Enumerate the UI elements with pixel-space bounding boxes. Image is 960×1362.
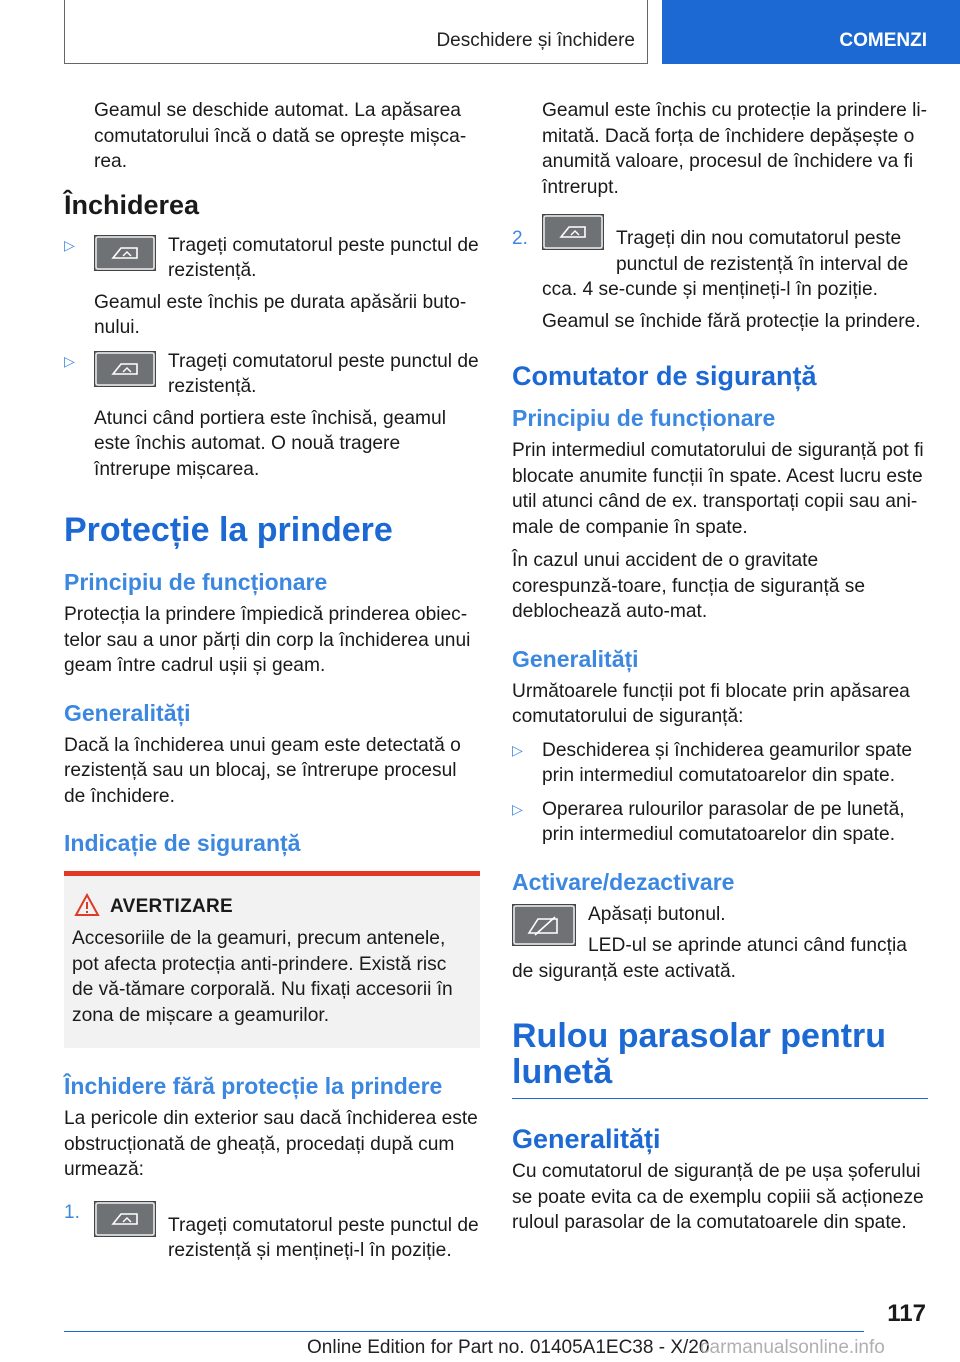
pinch-protection-heading: Protecție la prindere	[64, 511, 393, 549]
left-column	[64, 98, 480, 1272]
edition-text: Online Edition for Part no. 01405A1EC38 - X/20	[307, 1337, 710, 1358]
window-switch-icon	[94, 1201, 156, 1237]
window-switch-icon	[94, 351, 156, 387]
closing-item-2-text: Trageți comutatorul peste punctul de rezistență.	[168, 350, 479, 397]
sunblind-general-text: Cu comutatorul de siguranță de pe ușa șoferului se poate evita ca de exemplu copiii să acționeze ruloul parasolar de la comutatoarele din spate.	[512, 1161, 924, 1233]
no-pinch-heading: Închidere fără protecție la prindere	[64, 1073, 443, 1099]
activation-heading: Activare/dezactivare	[512, 868, 735, 895]
step-2-note: Geamul se închide fără protecție la prindere.	[542, 310, 921, 332]
closing-item-1-text: Trageți comutatorul peste punctul de rezistență.	[168, 234, 479, 281]
general-item-1-text: Deschiderea și închiderea geamurilor spate prin intermediul comutatoarelor din spate.	[542, 739, 913, 786]
sunblind-general-heading: Generalități	[512, 1124, 661, 1154]
step-2-text: Trageți din nou comutatorul peste punctul de rezistență în interval de cca. 4 se-cunde și mențineți-l în poziție.	[542, 228, 909, 300]
general-item-2-text: Operarea rulourilor parasolar de pe lunetă, prin intermediul comutatoarelor din spate.	[542, 798, 905, 845]
triangle-bullet-icon: ▷	[64, 236, 75, 253]
activation-text-1: Apăsați butonul.	[588, 903, 726, 925]
step-1-continuation: Geamul este închis cu protecție la prindere li-mitată. Dacă forța de închidere depășește o anumită valoare, procesul de închidere va fi întrerupt.	[542, 100, 927, 198]
activation-text-2: LED-ul se aprinde atunci când funcția de siguranță este activată.	[512, 935, 907, 982]
closing-item-1-note: Geamul este închis pe durata apăsării buto-nului.	[94, 291, 467, 338]
activation-block	[512, 902, 928, 985]
right-principle-heading: Principiu de funcționare	[512, 405, 776, 431]
general-heading: Generalități	[64, 699, 191, 726]
right-principle-text-2: În cazul unui accident de o gravitate corespunză-toare, funcția de siguranță se deblochează auto-mat.	[512, 550, 866, 622]
no-pinch-text: La pericole din exterior sau dacă închiderea este obstrucționată de gheață, procedați după cum urmează:	[64, 1108, 478, 1180]
window-switch-icon	[542, 214, 604, 250]
closing-item-2-note: Atunci când portiera este închisă, geamul este închis automat. O nouă tragere întrerupe mișcarea.	[94, 407, 446, 480]
triangle-bullet-icon: ▷	[512, 741, 523, 758]
warning-text: Accesoriile de la geamuri, precum antenele, pot afecta protecția anti-prindere. Există risc de vă-tămare corporală. Nu fixați accesorii în zona de mișcare a geamurilor.	[72, 928, 453, 1026]
safety-switch-button-icon	[512, 904, 576, 946]
triangle-bullet-icon: ▷	[64, 352, 75, 369]
general-item-1	[512, 738, 928, 789]
closing-heading: Închiderea	[64, 189, 200, 220]
warning-title: AVERTIZARE	[110, 896, 233, 917]
section-rule	[512, 1098, 928, 1099]
header-chapter-box	[662, 0, 960, 64]
step-1	[64, 1199, 480, 1264]
warning-box	[64, 871, 480, 1048]
step-2	[512, 212, 928, 334]
header-chapter-title: COMENZI	[839, 30, 927, 51]
principle-heading: Principiu de funcționare	[64, 569, 328, 595]
principle-text: Protecția la prindere împiedică prinderea obiec-telor sau a unor părți din corp la închiderea unui geam între cadrul ușii și geam.	[64, 604, 471, 676]
closing-item-1	[64, 233, 480, 341]
right-general-text: Următoarele funcții pot fi blocate prin apăsarea comutatorului de siguranță:	[512, 680, 910, 727]
header-section-title: Deschidere și închidere	[436, 30, 635, 51]
watermark: carmanualsonline.info	[700, 1337, 885, 1358]
window-switch-icon	[94, 235, 156, 271]
right-column	[512, 98, 928, 1244]
header-section-box	[64, 0, 648, 64]
triangle-bullet-icon: ▷	[512, 800, 523, 817]
page-number: 117	[887, 1300, 926, 1327]
safety-note-heading: Indicație de siguranță	[64, 830, 301, 856]
step-1-number: 1.	[64, 1201, 80, 1223]
safety-switch-heading: Comutator de siguranță	[512, 361, 817, 391]
sunblind-heading: Rulou parasolar pentru lunetă	[512, 1017, 887, 1091]
intro-paragraph: Geamul se deschide automat. La apăsarea comutatorului încă o dată se oprește mișca-rea.	[94, 100, 467, 172]
step-2-number: 2.	[512, 228, 528, 249]
step-1-text: Trageți comutatorul peste punctul de rezistență și mențineți-l în poziție.	[168, 1214, 479, 1261]
footer-rule	[64, 1331, 864, 1332]
general-text: Dacă la închiderea unui geam este detectată o rezistență sau un blocaj, se întrerupe procesul de închidere.	[64, 734, 461, 807]
closing-item-2	[64, 349, 480, 483]
general-item-2	[512, 797, 928, 848]
right-general-heading: Generalități	[512, 645, 639, 672]
warning-triangle-icon	[74, 893, 100, 917]
right-principle-text-1: Prin intermediul comutatorului de siguranță pot fi blocate anumite funcții în spate. Acest lucru este util atunci când de ex. transportați copii sau ani-male de companie în spate.	[512, 440, 924, 538]
